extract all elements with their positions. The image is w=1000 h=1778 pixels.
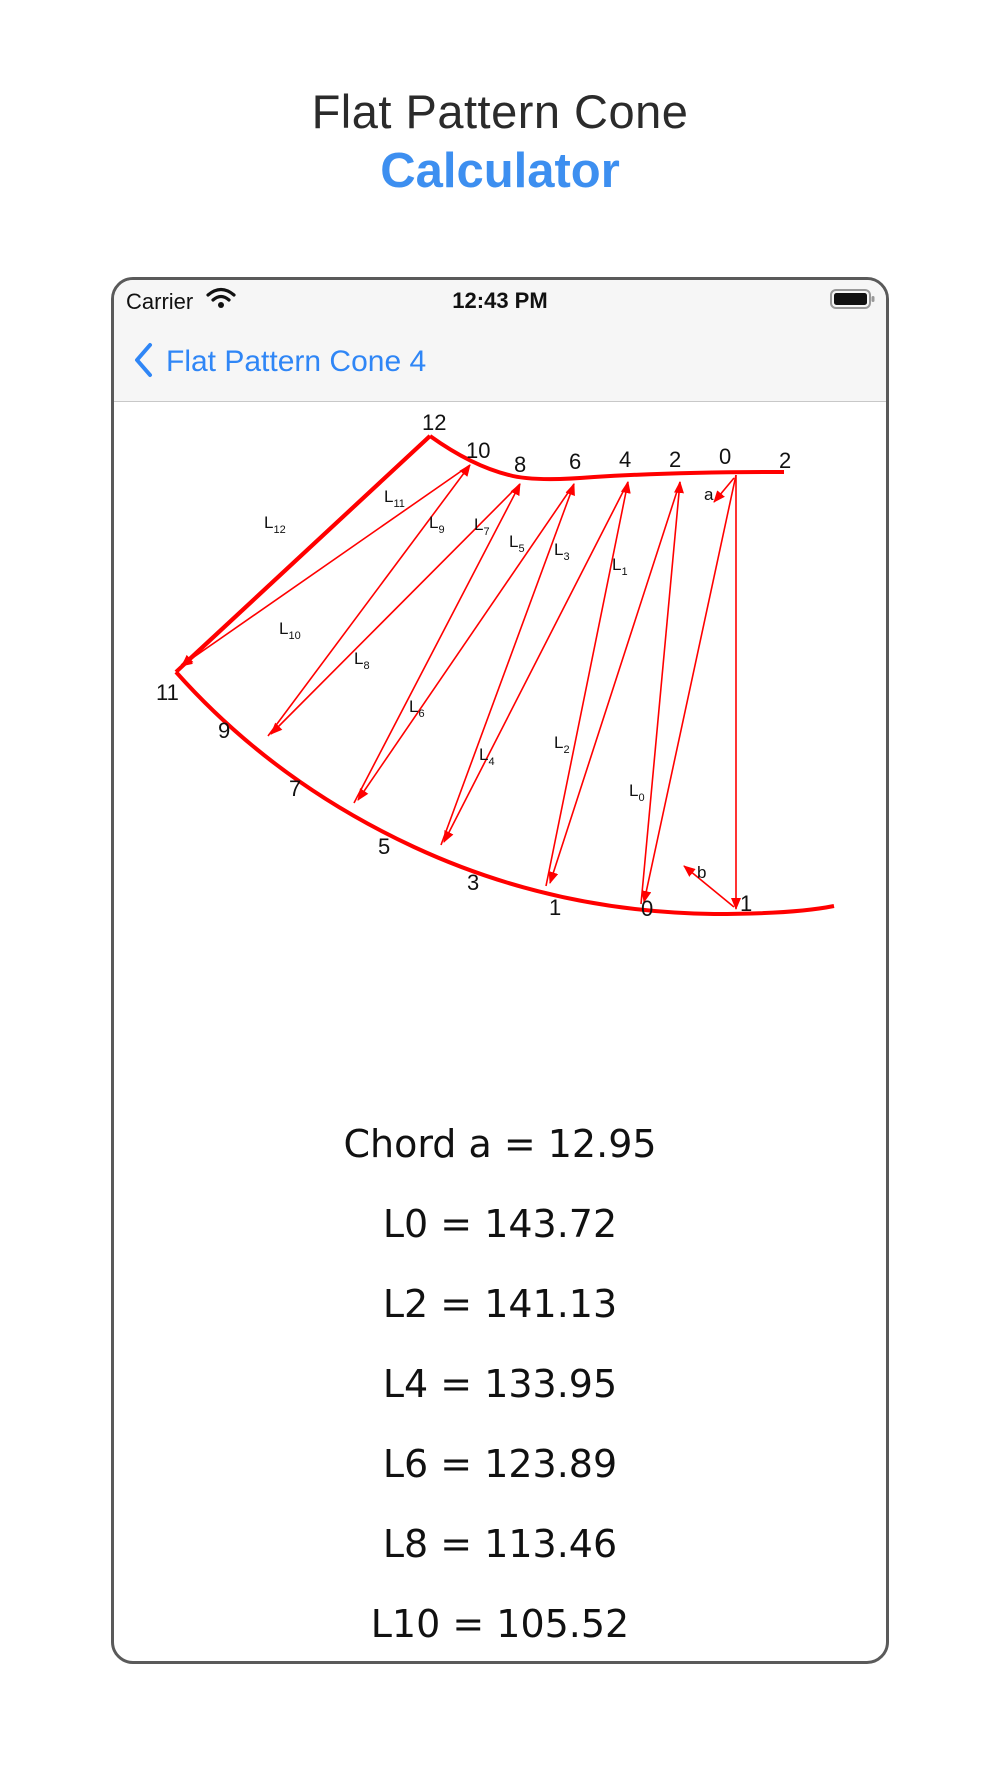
status-time: 12:43 PM: [452, 288, 548, 313]
bottom-point-label: 9: [218, 718, 231, 743]
result-l2: L2 = 141.13: [382, 1282, 618, 1326]
result-l8: L8 = 113.46: [382, 1522, 618, 1566]
hero-subtitle: Calculator: [380, 144, 620, 198]
chord-a-label: a: [704, 485, 714, 504]
measure-line-label: $L_5$: [509, 532, 525, 555]
measure-line-label: $L_2$: [554, 733, 570, 756]
chord-b-label: b: [697, 863, 707, 882]
measure-line-label: $L_9$: [429, 513, 445, 536]
top-point-label: 8: [514, 452, 527, 477]
carrier-label: Carrier: [126, 289, 194, 314]
bottom-point-label: 1: [549, 895, 562, 920]
result-chord-a: Chord a = 12.95: [343, 1122, 657, 1166]
top-point-label: 12: [422, 410, 447, 435]
top-point-label: 0: [719, 444, 732, 469]
top-point-label: 2: [779, 448, 792, 473]
hero-title: Flat Pattern Cone: [311, 85, 689, 138]
cone-flat-pattern-diagram: [114, 402, 886, 1042]
device-frame: [111, 277, 889, 1664]
status-bar: [114, 280, 886, 324]
measure-line-label: $L_4$: [479, 745, 495, 768]
bottom-point-label: 7: [289, 776, 302, 801]
measure-line-label: $L_7$: [474, 515, 490, 538]
top-point-label: 6: [569, 449, 582, 474]
measure-line-label: $L_0$: [629, 781, 645, 804]
result-l4: L4 = 133.95: [382, 1362, 618, 1406]
top-point-label: 4: [619, 447, 632, 472]
measure-line-label: $L_{11}$: [384, 487, 405, 510]
top-point-label: 2: [669, 447, 682, 472]
result-l10: L10 = 105.52: [370, 1602, 630, 1646]
measure-line-label: $L_8$: [354, 649, 370, 672]
bottom-point-label: 1: [740, 891, 753, 916]
bottom-point-label: 11: [156, 680, 179, 705]
result-l0: L0 = 143.72: [382, 1202, 618, 1246]
back-button-label: Flat Pattern Cone 4: [166, 345, 427, 378]
measure-line-label: $L_{12}$: [264, 513, 286, 536]
back-button[interactable]: [132, 342, 426, 382]
navigation-bar: [114, 324, 886, 402]
bottom-point-label: 0: [641, 896, 654, 921]
measure-line-label: $L_{10}$: [279, 619, 301, 642]
top-point-label: 10: [466, 438, 491, 463]
bottom-point-label: 3: [467, 870, 480, 895]
battery-icon: [830, 288, 876, 316]
measure-line-label: $L_3$: [554, 540, 570, 563]
bottom-point-label: 5: [378, 834, 391, 859]
result-l6: L6 = 123.89: [382, 1442, 618, 1486]
measure-line-label: $L_1$: [612, 555, 628, 578]
measure-line-label: $L_6$: [409, 697, 425, 720]
chevron-left-icon: [132, 342, 154, 383]
